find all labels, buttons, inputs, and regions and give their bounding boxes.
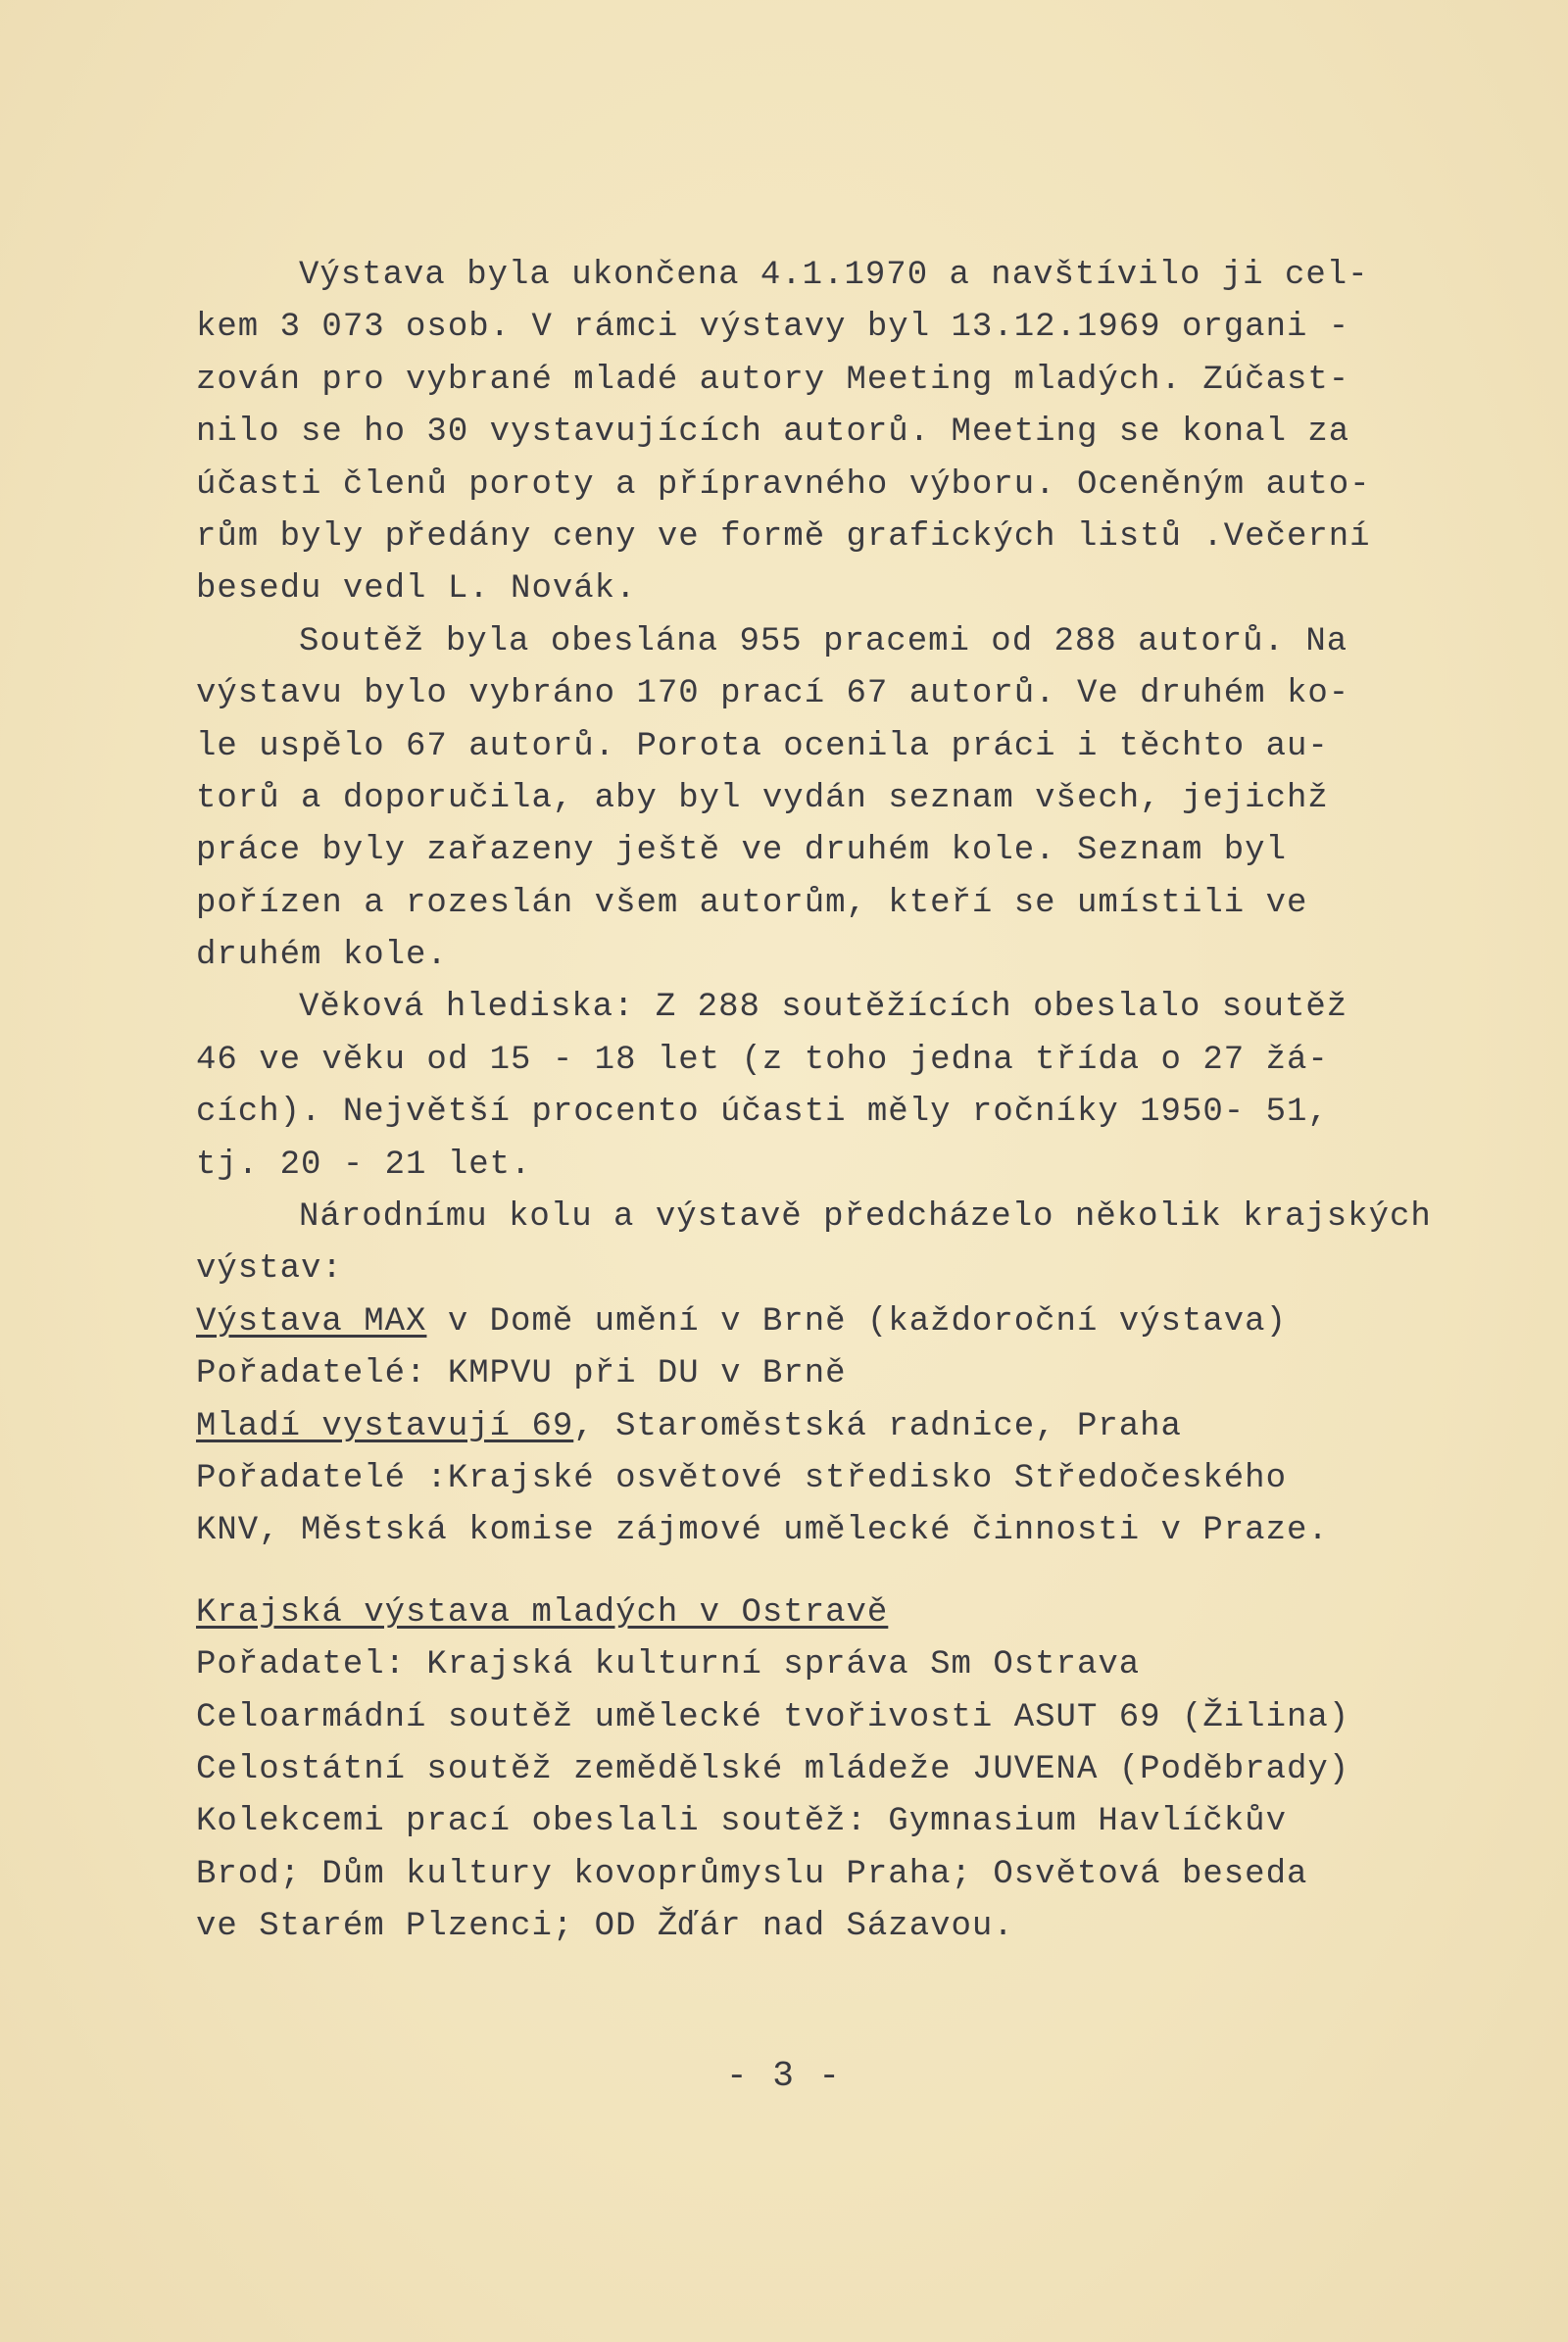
typed-text-body xyxy=(196,250,1470,1954)
text-line: Pořadatelé :Krajské osvětové středisko Středočeského xyxy=(196,1459,1287,1497)
text-line: Celoarmádní soutěž umělecké tvořivosti ASUT 69 (Žilina) xyxy=(196,1698,1350,1736)
text-line: Soutěž byla obeslána 955 pracemi od 288 autorů. Na xyxy=(299,622,1348,660)
text-line: práce byly zařazeny ještě ve druhém kole. Seznam byl xyxy=(196,832,1287,870)
text-line: 46 ve věku od 15 - 18 let (z toho jedna třída o 27 žá- xyxy=(196,1041,1329,1079)
exhibition-heading xyxy=(196,1401,1470,1453)
text-line: Celostátní soutěž zemědělské mládeže JUVENA (Poděbrady) xyxy=(196,1750,1350,1788)
text-line: Věková hlediska: Z 288 soutěžících obeslalo soutěž xyxy=(299,989,1348,1027)
text-line: torů a doporučila, aby byl vydán seznam všech, jejichž xyxy=(196,779,1329,817)
text-line: Pořadatel: Krajská kulturní správa Sm Ostrava xyxy=(196,1646,1141,1684)
exhibition-detail: , Staroměstská radnice, Praha xyxy=(573,1407,1182,1445)
text-line: rům byly předány ceny ve formě grafických listů .Večerní xyxy=(196,517,1371,556)
text-line: výstav: xyxy=(196,1250,343,1289)
text-line: kem 3 073 osob. V rámci výstavy byl 13.12.1969 organi - xyxy=(196,309,1350,347)
text-line: nilo se ho 30 vystavujících autorů. Meeting se konal za xyxy=(196,414,1350,452)
text-line: účasti členů poroty a přípravného výboru. Oceněným auto- xyxy=(196,465,1371,504)
text-line: druhém kole. xyxy=(196,937,448,975)
text-line: pořízen a rozeslán všem autorům, kteří se umístili ve xyxy=(196,884,1308,922)
text-line: le uspělo 67 autorů. Porota ocenila práci i těchto au- xyxy=(196,727,1329,765)
exhibition-heading xyxy=(196,1587,1470,1639)
exhibition-detail: v Domě umění v Brně (každoroční výstava) xyxy=(426,1302,1287,1341)
text-line: tj. 20 - 21 let. xyxy=(196,1146,532,1184)
text-line: Národnímu kolu a výstavě předcházelo několik krajských xyxy=(299,1198,1432,1237)
exhibition-title: Výstava MAX xyxy=(196,1302,427,1341)
text-line: Kolekcemi prací obeslali soutěž: Gymnasium Havlíčkův xyxy=(196,1803,1287,1841)
text-line: Pořadatelé: KMPVU při DU v Brně xyxy=(196,1355,847,1393)
text-line: Brod; Dům kultury kovoprůmyslu Praha; Osvětová beseda xyxy=(196,1855,1308,1893)
text-line: ve Starém Plzenci; OD Žďár nad Sázavou. xyxy=(196,1908,1014,1946)
exhibition-heading xyxy=(196,1296,1470,1348)
text-line: cích). Největší procento účasti měly ročníky 1950- 51, xyxy=(196,1094,1329,1132)
page-number: - 3 - xyxy=(725,2056,843,2096)
exhibition-title: Krajská výstava mladých v Ostravě xyxy=(196,1593,889,1632)
exhibition-title: Mladí vystavují 69 xyxy=(196,1407,574,1445)
text-line: KNV, Městská komise zájmové umělecké činnosti v Praze. xyxy=(196,1512,1329,1550)
text-line: zován pro vybrané mladé autory Meeting mladých. Zúčast- xyxy=(196,361,1350,399)
text-line: besedu vedl L. Novák. xyxy=(196,570,637,609)
blank-line xyxy=(196,1558,1470,1587)
text-line: Výstava byla ukončena 4.1.1970 a navštívilo ji cel- xyxy=(299,257,1369,294)
text-line: výstavu bylo vybráno 170 prací 67 autorů. Ve druhém ko- xyxy=(196,675,1350,713)
